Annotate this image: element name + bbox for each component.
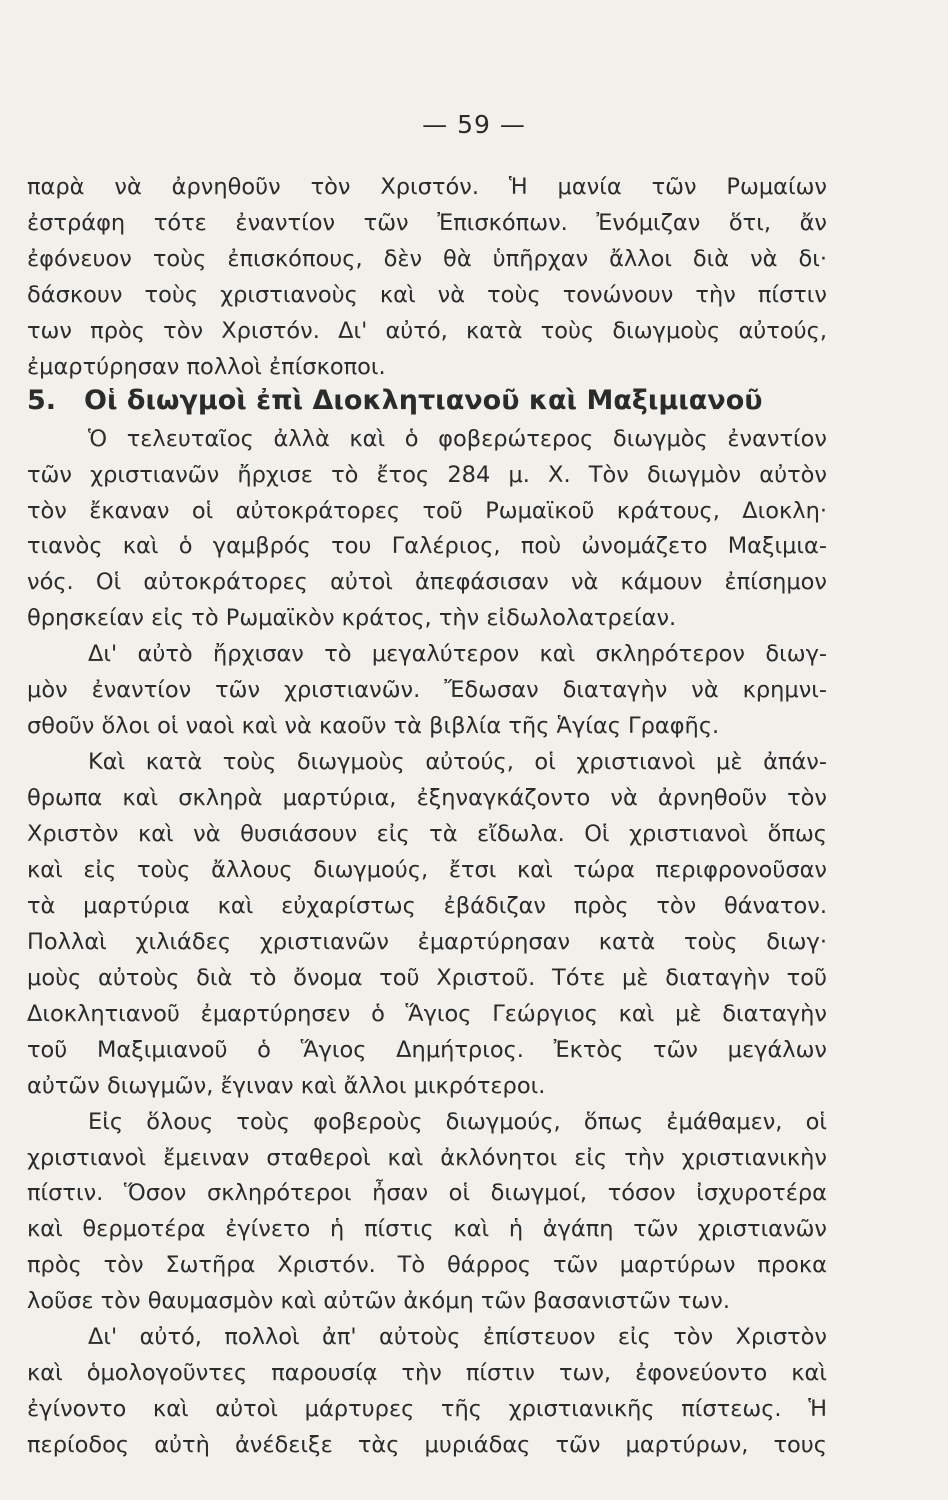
text-line: παρὰ νὰ ἀρνηθοῦν τὸν Χριστόν. Ἡ μανία τῶν Ρωμαίων — [27, 174, 827, 200]
page-number: — 59 — — [422, 110, 526, 139]
text-line: Δι' αὐτὸ ἤρχισαν τὸ μεγαλύτερον καὶ σκληρότερον διωγ- — [88, 641, 827, 668]
text-line: τοῦ Μαξιμιανοῦ ὁ Ἅγιος Δημήτριος. Ἐκτὸς τῶν μεγάλων — [27, 1036, 827, 1063]
text-line: Χριστὸν καὶ νὰ θυσιάσουν εἰς τὰ εἴδωλα. Οἱ χριστιανοὶ ὅπως — [27, 821, 827, 847]
text-line: τιανὸς καὶ ὁ γαμβρός του Γαλέριος, ποὺ ὠνομάζετο Μαξιμια- — [27, 533, 827, 560]
text-line: καὶ θερμοτέρα ἐγίνετο ἡ πίστις καὶ ἡ ἀγάπη τῶν χριστιανῶν — [27, 1216, 827, 1243]
text-line: Πολλαὶ χιλιάδες χριστιανῶν ἐμαρτύρησαν κατὰ τοὺς διωγ· — [27, 928, 827, 955]
text-line: ἐγίνοντο καὶ αὐτοὶ μάρτυρες τῆς χριστιανικῆς πίστεως. Ἡ — [27, 1396, 827, 1423]
section-number: 5. — [27, 384, 57, 416]
text-line: ἐστράφη τότε ἐναντίον τῶν Ἐπισκόπων. Ἐνόμιζαν ὅτι, ἄν — [27, 209, 827, 236]
text-line: λοῦσε τὸν θαυμασμὸν καὶ αὐτῶν ἀκόμη τῶν βασανιστῶν των. — [27, 1288, 730, 1315]
text-line: αὐτῶν διωγμῶν, ἔγιναν καὶ ἄλλοι μικρότεροι. — [27, 1072, 546, 1099]
text-line: ἐφόνευον τοὺς ἐπισκόπους, δὲν θὰ ὑπῆρχαν ἄλλοι διὰ νὰ δι· — [27, 245, 827, 272]
text-line: μὸν ἐναντίον τῶν χριστιανῶν. Ἔδωσαν διαταγὴν νὰ κρημνι- — [27, 677, 827, 704]
text-line: θρωπα καὶ σκληρὰ μαρτύρια, ἐξηναγκάζοντο νὰ ἀρνηθοῦν τὸν — [27, 785, 827, 812]
text-line: δάσκουν τοὺς χριστιανοὺς καὶ νὰ τοὺς τονώνουν τὴν πίστιν — [27, 281, 827, 308]
text-line: Διοκλητιανοῦ ἐμαρτύρησεν ὁ Ἅγιος Γεώργιος καὶ μὲ διαταγὴν — [27, 1000, 827, 1027]
section-heading — [27, 384, 827, 418]
text-line: θρησκείαν εἰς τὸ Ρωμαϊκὸν κράτος, τὴν εἰδωλολατρείαν. — [27, 605, 677, 632]
text-line: Δι' αὐτό, πολλοὶ ἀπ' αὐτοὺς ἐπίστευον εἰς τὸν Χριστὸν — [88, 1324, 827, 1351]
text-line: τῶν χριστιανῶν ἤρχισε τὸ ἔτος 284 μ. Χ. Τὸν διωγμὸν αὐτὸν — [27, 461, 827, 488]
text-line: των πρὸς τὸν Χριστόν. Δι' αὐτό, κατὰ τοὺς διωγμοὺς αὐτούς, — [27, 317, 827, 344]
text-line: τὰ μαρτύρια καὶ εὐχαρίστως ἐβάδιζαν πρὸς τὸν θάνατον. — [27, 892, 827, 919]
text-line: τὸν ἔκαναν οἱ αὐτοκράτορες τοῦ Ρωμαϊκοῦ κράτους, Διοκλη· — [27, 497, 827, 524]
text-line: πίστιν. Ὅσον σκληρότεροι ἦσαν οἱ διωγμοί, τόσον ἰσχυροτέρα — [27, 1180, 827, 1207]
text-line: πρὸς τὸν Σωτῆρα Χριστόν. Τὸ θάρρος τῶν μαρτύρων προκα — [27, 1252, 827, 1279]
text-line: περίοδος αὐτὴ ἀνέδειξε τὰς μυριάδας τῶν μαρτύρων, τους — [27, 1432, 827, 1459]
text-line: μοὺς αὐτοὺς διὰ τὸ ὄνομα τοῦ Χριστοῦ. Τότε μὲ διαταγὴν τοῦ — [27, 964, 827, 991]
text-line: καὶ ὁμολογοῦντες παρουσίᾳ τὴν πίστιν των, ἐφονεύοντο καὶ — [27, 1360, 827, 1387]
section-title: Οἱ διωγμοὶ ἐπὶ Διοκλητιανοῦ καὶ Μαξιμιανοῦ — [84, 384, 763, 416]
text-line: ἐμαρτύρησαν πολλοὶ ἐπίσκοποι. — [27, 353, 386, 380]
text-line: Καὶ κατὰ τοὺς διωγμοὺς αὐτούς, οἱ χριστιανοὶ μὲ ἀπάν- — [88, 749, 827, 776]
text-line: Ὁ τελευταῖος ἀλλὰ καὶ ὁ φοβερώτερος διωγμὸς ἐναντίον — [88, 425, 827, 452]
text-line: χριστιανοὶ ἔμειναν σταθεροὶ καὶ ἀκλόνητοι εἰς τὴν χριστιανικὴν — [27, 1144, 827, 1171]
text-line: Εἰς ὅλους τοὺς φοβεροὺς διωγμούς, ὅπως ἐμάθαμεν, οἱ — [88, 1108, 827, 1135]
text-line: καὶ εἰς τοὺς ἄλλους διωγμούς, ἔτσι καὶ τώρα περιφρονοῦσαν — [27, 856, 827, 883]
text-line: σθοῦν ὅλοι οἱ ναοὶ καὶ νὰ καοῦν τὰ βιβλία τῆς Ἁγίας Γραφῆς. — [27, 713, 720, 740]
text-line: νός. Οἱ αὐτοκράτορες αὐτοὶ ἀπεφάσισαν νὰ κάμουν ἐπίσημον — [27, 569, 827, 596]
